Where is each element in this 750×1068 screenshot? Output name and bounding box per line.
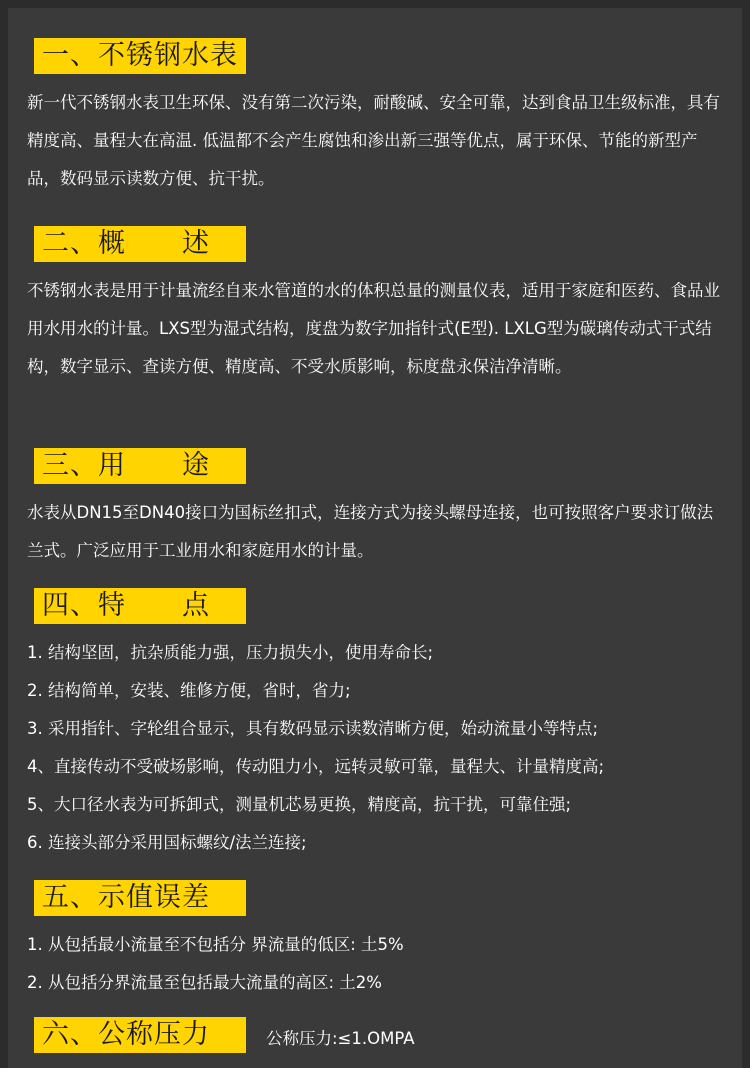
list-item: 6. 连接头部分采用国标螺纹/法兰连接; <box>27 833 307 852</box>
list-item: 2. 从包括分界流量至包括最大流量的高区: 土2% <box>27 973 382 992</box>
list-item: 4、直接传动不受破场影响，传动阻力小，远转灵敏可靠，量程大、计量精度高; <box>27 757 605 776</box>
section-heading-error: 五、示值误差 <box>34 880 246 916</box>
section-heading-usage: 三、用 途 <box>34 448 246 484</box>
error-list <box>27 926 727 1002</box>
list-item: 1. 从包括最小流量至不包括分 界流量的低区: 土5% <box>27 935 404 954</box>
list-item: 1. 结构坚固，抗杂质能力强，压力损失小，使用寿命长; <box>27 643 434 662</box>
section-paragraph-overview: 不锈钢水表是用于计量流经自来水管道的水的体积总量的测量仪表，适用于家庭和医药、食品业用水用水的计量。LXS型为湿式结构，度盘为数字加指针式(E型). LXLG型为碳璃传动式干式结构，数字显示、查读方便、精度高、不受水质影响，标度盘永保洁净清晰。 <box>27 281 720 376</box>
nominal-pressure-value: 公称压力:≤1.OMPA <box>266 1029 415 1048</box>
list-item: 2. 结构简单，安装、维修方便，省时，省力; <box>27 681 351 700</box>
list-item: 5、大口径水表为可拆卸式，测量机芯易更换，精度高，抗干扰，可靠住强; <box>27 795 572 814</box>
features-list <box>27 634 727 862</box>
section-paragraph-stainless-meter: 新一代不锈钢水表卫生环保、没有第二次污染，耐酸碱、安全可靠，达到食品卫生级标准，具有精度高、量程大在高温. 低温都不会产生腐蚀和渗出新三强等优点，属于环保、节能的新型产品，数码显示读数方便、抗干扰。 <box>27 93 720 188</box>
section-heading-stainless-meter: 一、不锈钢水表 <box>34 38 246 74</box>
section-heading-overview: 二、概 述 <box>34 226 246 262</box>
section-heading-pressure: 六、公称压力 <box>34 1017 246 1053</box>
section-paragraph-usage: 水表从DN15至DN40接口为国标丝扣式，连接方式为接头螺母连接，也可按照客户要求订做法兰式。广泛应用于工业用水和家庭用水的计量。 <box>27 503 714 560</box>
section-heading-features: 四、特 点 <box>34 588 246 624</box>
list-item: 3. 采用指针、字轮组合显示，具有数码显示读数清晰方便，始动流量小等特点; <box>27 719 599 738</box>
